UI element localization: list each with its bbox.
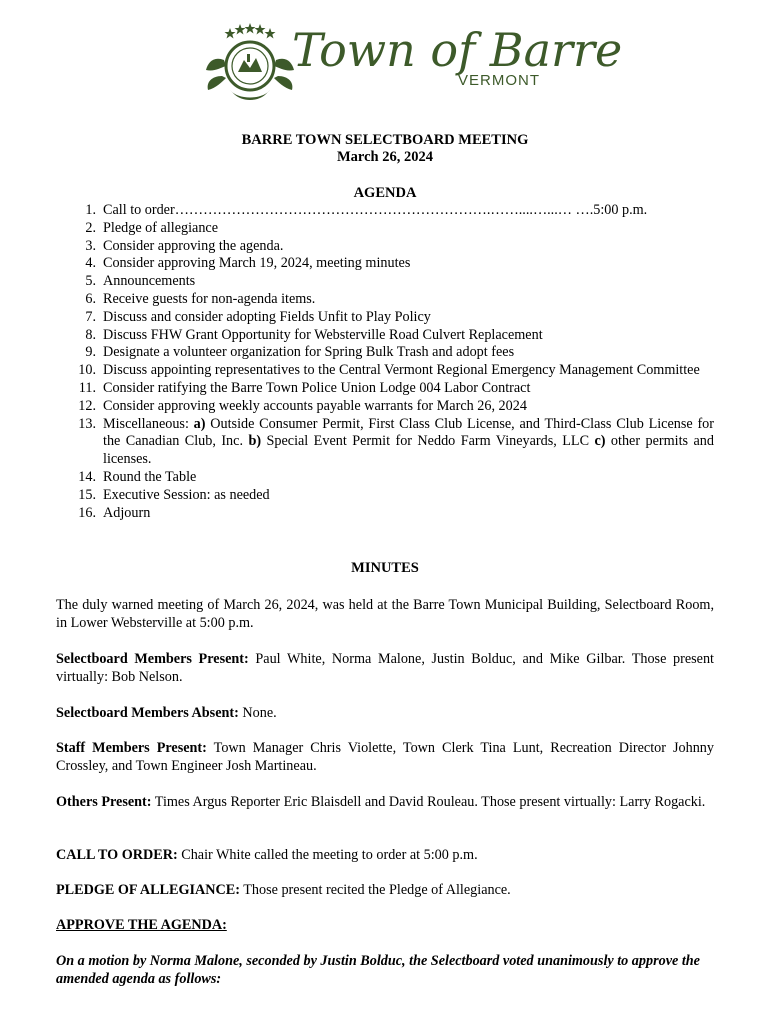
list-item — [58, 505, 714, 523]
members-absent-text: None. — [238, 705, 277, 721]
item-text: Pledge of allegiance — [103, 219, 219, 236]
item-number: 8. — [85, 326, 96, 343]
item-number: 2. — [85, 219, 96, 236]
list-item — [58, 469, 714, 487]
pledge-text: Those present recited the Pledge of Allegiance. — [239, 882, 511, 898]
list-item — [58, 487, 714, 505]
others-present-label: Others Present: — [56, 794, 152, 810]
sub-label-b: b) — [248, 433, 262, 450]
list-item — [58, 291, 714, 309]
item-text: Discuss FHW Grant Opportunity for Websterville Road Culvert Replacement — [103, 326, 543, 343]
item-text: Announcements — [103, 273, 196, 290]
item-number: 14. — [78, 468, 96, 485]
members-present — [56, 650, 714, 686]
members-present-text: Paul White, Norma Malone, Justin Bolduc, and Mike Gilbar. Those present virtually: Bob Nelson. — [56, 651, 715, 685]
item-number: 1. — [85, 202, 96, 218]
item-text-c: other permits and licenses. — [103, 433, 714, 468]
item-number: 5. — [85, 273, 96, 290]
item-number: 13. — [78, 415, 96, 432]
agenda-motion: On a motion by Norma Malone, seconded by Justin Bolduc, the Selectboard voted unanimously to approve the amended agenda as follows: — [56, 953, 700, 987]
members-absent — [56, 704, 714, 722]
meeting-title: BARRE TOWN SELECTBOARD MEETING — [241, 132, 529, 148]
approve-agenda-heading: APPROVE THE AGENDA: — [56, 917, 227, 933]
item-number: 12. — [78, 397, 96, 414]
item-text-a: Outside Consumer Permit, First Class Club License, and Third-Class Club License for the Canadian Club, Inc. — [103, 415, 714, 450]
item-text: Executive Session: as needed — [103, 486, 270, 503]
item-text: Receive guests for non-agenda items. — [103, 290, 316, 307]
call-to-order-text: Chair White called the meeting to order at 5:00 p.m. — [177, 847, 478, 863]
item-number: 10. — [78, 362, 96, 379]
list-item — [58, 220, 714, 238]
minutes-intro: The duly warned meeting of March 26, 2024, was held at the Barre Town Municipal Building, Selectboard Room, in Lower Websterville at 5:00 p.m. — [56, 597, 714, 631]
list-item — [58, 202, 714, 220]
list-item — [58, 255, 714, 273]
pledge-label: PLEDGE OF ALLEGIANCE: — [56, 882, 240, 898]
staff-present-text: Town Manager Chris Violette, Town Clerk Tina Lunt, Recreation Director Johnny Crossley, and Town Engineer Josh Martineau. — [56, 740, 714, 774]
others-present — [56, 793, 714, 811]
item-number: 3. — [85, 237, 96, 254]
town-wordmark: Town of Barre — [292, 23, 623, 77]
list-item — [58, 309, 714, 327]
minutes-heading: MINUTES — [351, 560, 419, 576]
meeting-date: March 26, 2024 — [337, 149, 433, 165]
staff-present — [56, 739, 714, 775]
members-absent-label: Selectboard Members Absent: — [56, 705, 239, 721]
state-label: VERMONT — [458, 72, 540, 89]
agenda-heading: AGENDA — [353, 185, 417, 201]
letterhead — [200, 20, 623, 104]
list-item — [58, 238, 714, 256]
others-present-text: Times Argus Reporter Eric Blaisdell and David Rouleau. Those present virtually: Larry Rogacki. — [151, 794, 706, 810]
call-to-order-label: CALL TO ORDER: — [56, 847, 178, 863]
item-number: 6. — [85, 290, 96, 307]
item-number: 11. — [78, 379, 96, 396]
list-item — [58, 380, 714, 398]
sub-label-a: a) — [193, 415, 206, 432]
staff-present-label: Staff Members Present: — [56, 740, 207, 756]
item-number: 15. — [78, 486, 96, 503]
item-text: Discuss and consider adopting Fields Unfit to Play Policy — [103, 308, 431, 325]
item-text: Consider ratifying the Barre Town Police Union Lodge 004 Labor Contract — [103, 379, 531, 396]
item-text: Discuss appointing representatives to the Central Vermont Regional Emergency Management Committee — [103, 362, 700, 379]
item-text: Adjourn — [103, 504, 151, 521]
call-to-order — [56, 846, 714, 864]
town-seal-logo — [200, 20, 296, 104]
item-number: 4. — [85, 255, 96, 272]
item-number: 9. — [85, 344, 96, 361]
members-present-label: Selectboard Members Present: — [56, 651, 249, 667]
item-text: Call to order………………………………………………………….……....…...… ….5:00 p.m. — [103, 202, 648, 218]
item-number: 7. — [85, 308, 96, 325]
list-item — [58, 398, 714, 416]
list-item — [58, 344, 714, 362]
list-item — [58, 362, 714, 380]
item-text: Round the Table — [103, 468, 197, 485]
agenda-list — [58, 202, 714, 522]
item-text: Consider approving weekly accounts payable warrants for March 26, 2024 — [103, 397, 527, 414]
pledge — [56, 881, 714, 899]
item-number: 16. — [78, 504, 96, 521]
list-item — [58, 416, 714, 469]
sub-label-c: c) — [594, 433, 606, 450]
item-text: Designate a volunteer organization for Spring Bulk Trash and adopt fees — [103, 344, 515, 361]
item-text: Consider approving March 19, 2024, meeting minutes — [103, 255, 411, 272]
list-item — [58, 327, 714, 345]
list-item — [58, 273, 714, 291]
item-text: Consider approving the agenda. — [103, 237, 284, 254]
item-text: Miscellaneous: — [103, 415, 194, 432]
item-text-b: Special Event Permit for Neddo Farm Vineyards, LLC — [261, 433, 595, 450]
